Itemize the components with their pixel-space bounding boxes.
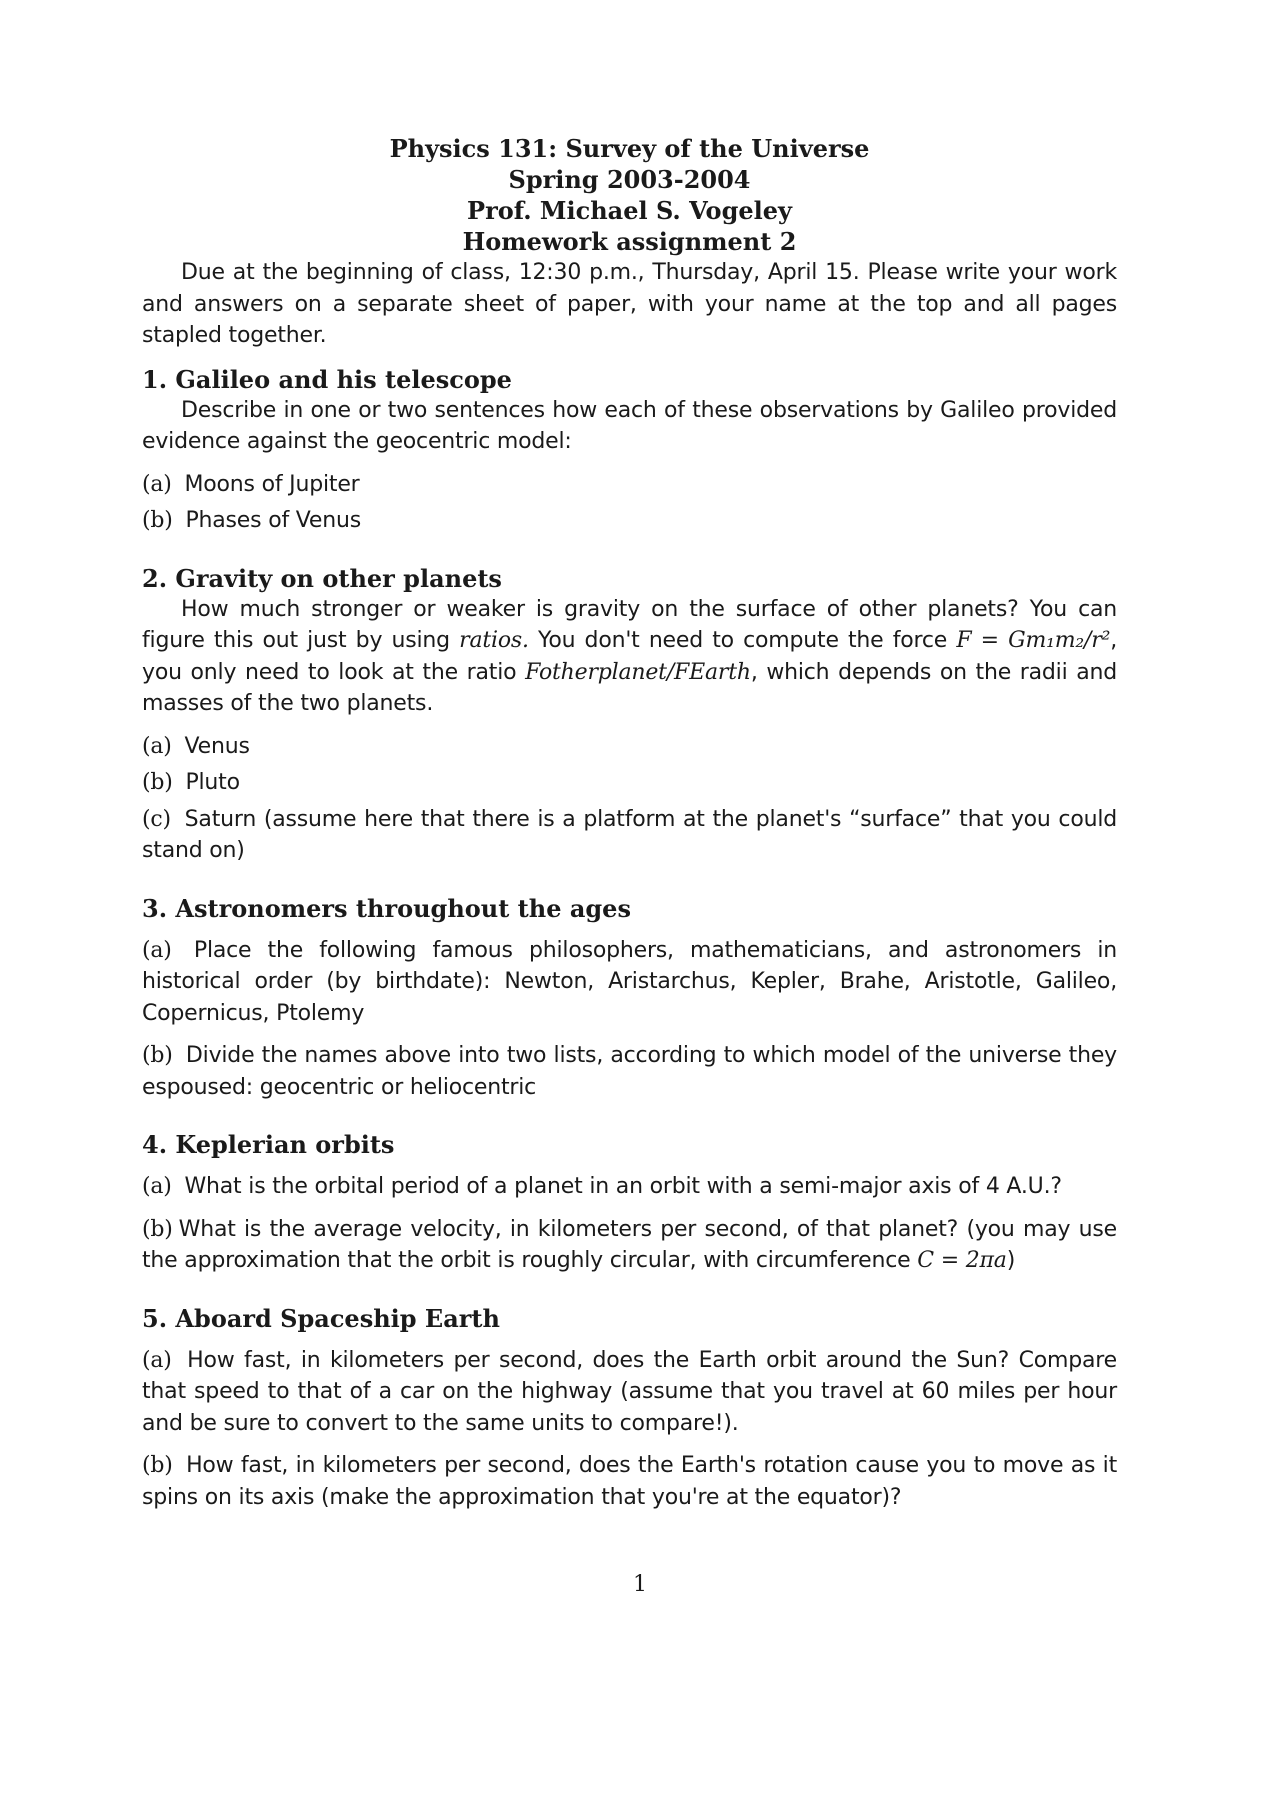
document-page	[142, 133, 1117, 1513]
list-item	[142, 1450, 1117, 1513]
item-text: Moons of Jupiter	[184, 471, 360, 497]
course-title: Physics 131: Survey of the Universe	[389, 134, 870, 163]
item-text: What is the orbital period of a planet in an orbit with a semi-major axis of 4 A.U.?	[184, 1174, 1062, 1199]
item-label: (b)	[142, 770, 173, 795]
list-item	[142, 767, 1117, 799]
list-item	[142, 731, 1117, 763]
section-heading: 1. Galileo and his telescope	[142, 364, 512, 394]
item-label: (a)	[142, 471, 172, 497]
item-label: (c)	[142, 806, 171, 832]
item-text: Venus	[184, 733, 250, 759]
list-item	[142, 1345, 1117, 1440]
item-text: Phases of Venus	[185, 508, 362, 533]
item-text: Saturn (assume here that there is a platform at the planet's “surface” that you could stand on)	[142, 806, 1117, 863]
section-text: Describe in one or two sentences how each of these observations by Galileo provided evidence against the geocentric model:	[142, 397, 1117, 454]
list-item	[142, 1171, 1117, 1203]
section-heading: 4. Keplerian orbits	[142, 1130, 395, 1159]
section-heading: 2. Gravity on other planets	[142, 563, 502, 593]
item-text: Divide the names above into two lists, according to which model of the universe they espoused: geocentric or heliocentric	[142, 1043, 1118, 1100]
text-run: , which depends on the radii and masses of the two planets.	[142, 659, 1118, 716]
item-text: Pluto	[185, 770, 240, 795]
emphasis: ratios.	[459, 628, 529, 653]
text-run: , you only need to look at the ratio	[142, 628, 1117, 685]
list-item	[142, 505, 1117, 537]
professor: Prof. Michael S. Vogeley	[467, 196, 792, 225]
force-formula: F = Gm₁m₂/r²	[956, 628, 1111, 653]
list-item	[142, 935, 1117, 1030]
item-label: (b)	[142, 1216, 173, 1242]
text-run: How much stronger or weaker is gravity on the surface of other planets? You can figure this out just by using	[142, 596, 1117, 653]
item-label: (a)	[142, 937, 172, 963]
section-heading: 5. Aboard Spaceship Earth	[142, 1303, 500, 1333]
circumference-formula: C = 2πa	[917, 1248, 1007, 1273]
item-text: Place the following famous philosophers, mathematicians, and astronomers in historical order (by birthdate): Newton, Aristarchus, Kepler, Brahe, Aristotle, Galileo, Copernicus, Ptolemy	[142, 937, 1118, 1026]
section-text	[142, 594, 1117, 720]
item-label: (a)	[142, 1174, 172, 1199]
page-number: 1	[633, 1572, 647, 1597]
item-label: (a)	[142, 733, 172, 759]
text-run: You don't need to compute the force	[528, 628, 957, 653]
item-text-tail: )	[1006, 1248, 1016, 1273]
item-label: (a)	[142, 1347, 172, 1373]
assignment-title: Homework assignment 2	[462, 227, 797, 256]
item-label: (b)	[142, 1453, 173, 1478]
list-item	[142, 469, 1117, 501]
title-block	[142, 133, 1117, 257]
section-heading: 3. Astronomers throughout the ages	[142, 893, 631, 923]
list-item	[142, 804, 1117, 867]
item-text: How fast, in kilometers per second, does the Earth orbit around the Sun? Compare that speed to that of a car on the highway (assume that you travel at 60 miles per hour and be sure to convert to the same units to compare!).	[142, 1347, 1117, 1436]
intro-paragraph: Due at the beginning of class, 12:30 p.m., Thursday, April 15. Please write your work and answers on a separate sheet of paper, with your name at the top and all pages stapled together.	[142, 260, 1117, 348]
force-ratio: Fotherplanet/FEarth	[525, 659, 751, 685]
list-item	[142, 1040, 1117, 1103]
item-label: (b)	[142, 508, 173, 533]
item-text: How fast, in kilometers per second, does the Earth's rotation cause you to move as it spins on its axis (make the approximation that you're at the equator)?	[142, 1453, 1117, 1510]
term: Spring 2003-2004	[508, 165, 751, 194]
item-text: What is the average velocity, in kilometers per second, of that planet? (you may use the approximation that the orbit is roughly circular, with circumference	[142, 1216, 1117, 1273]
list-item	[142, 1214, 1117, 1277]
item-label: (b)	[142, 1043, 173, 1068]
